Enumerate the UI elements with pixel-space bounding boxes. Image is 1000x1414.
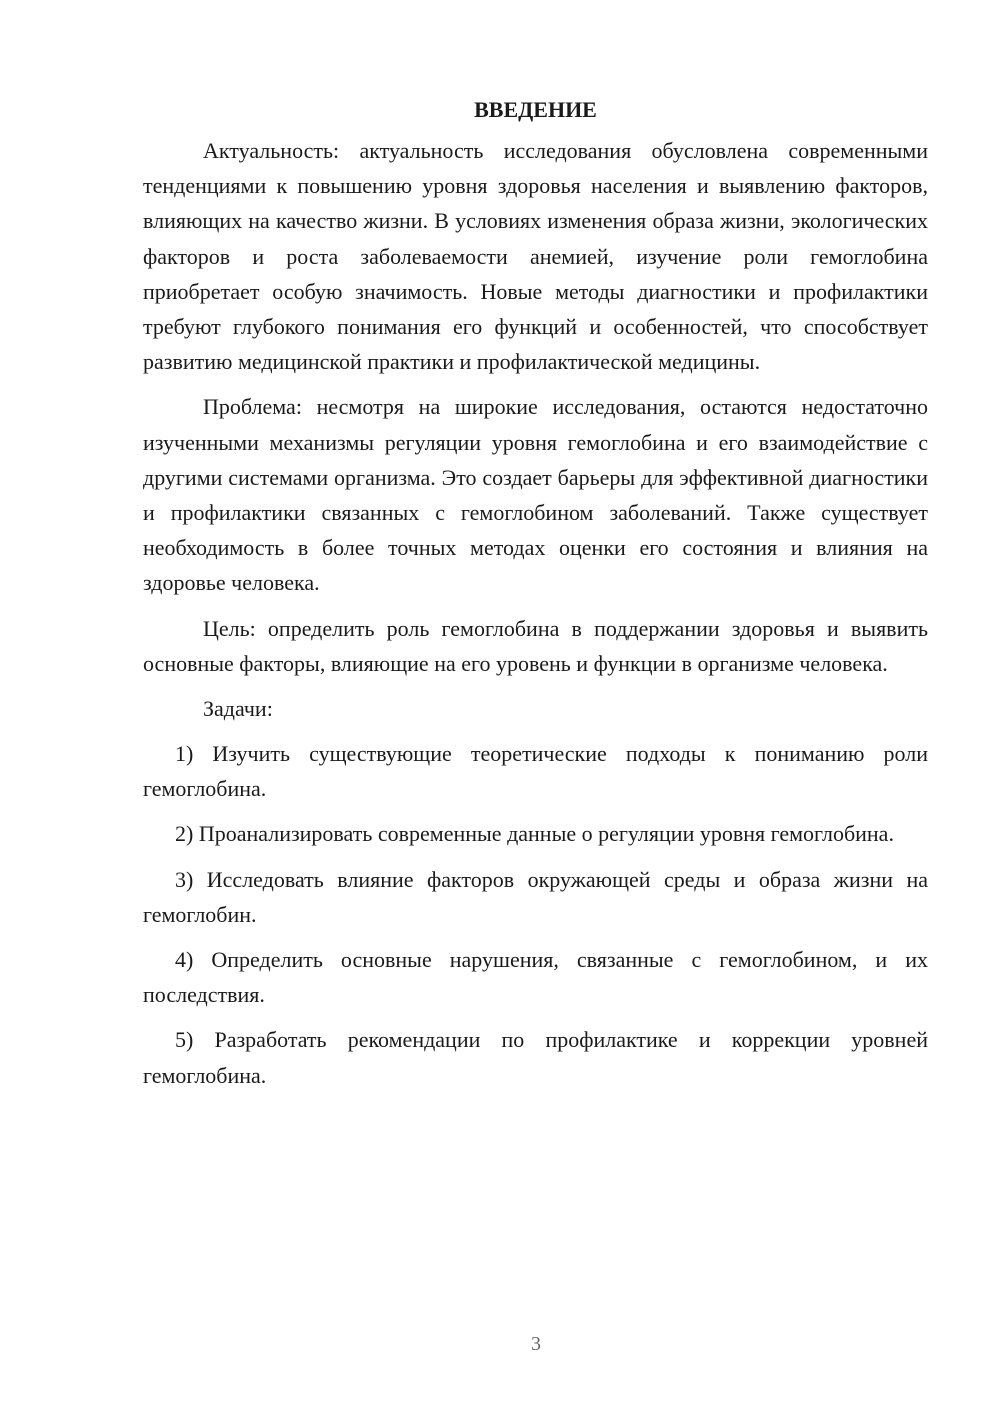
tasks-list xyxy=(143,736,928,1093)
document-page xyxy=(143,92,928,1103)
task-item-3: 3) Исследовать влияние факторов окружающей среды и образа жизни на гемоглобин. xyxy=(143,866,928,927)
problem-paragraph: Проблема: несмотря на широкие исследования, остаются недостаточно изученными механизмы регуляции уровня гемоглобина и его взаимодействие с другими системами организма. Это создает барьеры для эффективной диагностики и профилактики связанных с гемоглобином заболеваний. Также существует необходимость в более точных методах оценки его состояния и влияния на здоровье человека. xyxy=(143,394,928,596)
relevance-paragraph: Актуальность: актуальность исследования обусловлена современными тенденциями к повышению уровня здоровья населения и выявлению факторов, влияющих на качество жизни. В условиях изменения образа жизни, экологических факторов и роста заболеваемости анемией, изучение роли гемоглобина приобретает особую значимость. Новые методы диагностики и профилактики требуют глубокого понимания его функций и особенностей, что способствует развитию медицинской практики и профилактической медицины. xyxy=(143,138,928,375)
task-item-1: 1) Изучить существующие теоретические подходы к пониманию роли гемоглобина. xyxy=(143,741,928,802)
section-title: ВВЕДЕНИЕ xyxy=(474,97,597,122)
tasks-label: Задачи: xyxy=(203,696,273,722)
task-item-5: 5) Разработать рекомендации по профилактике и коррекции уровней гемоглобина. xyxy=(143,1027,928,1088)
task-item-2: 2) Проанализировать современные данные о регуляции уровня гемоглобина. xyxy=(175,821,894,847)
task-item-4: 4) Определить основные нарушения, связанные с гемоглобином, и их последствия. xyxy=(143,947,928,1008)
page-number: 3 xyxy=(531,1333,541,1355)
goal-paragraph: Цель: определить роль гемоглобина в поддержании здоровья и выявить основные факторы, влияющие на его уровень и функции в организме человека. xyxy=(143,615,928,676)
